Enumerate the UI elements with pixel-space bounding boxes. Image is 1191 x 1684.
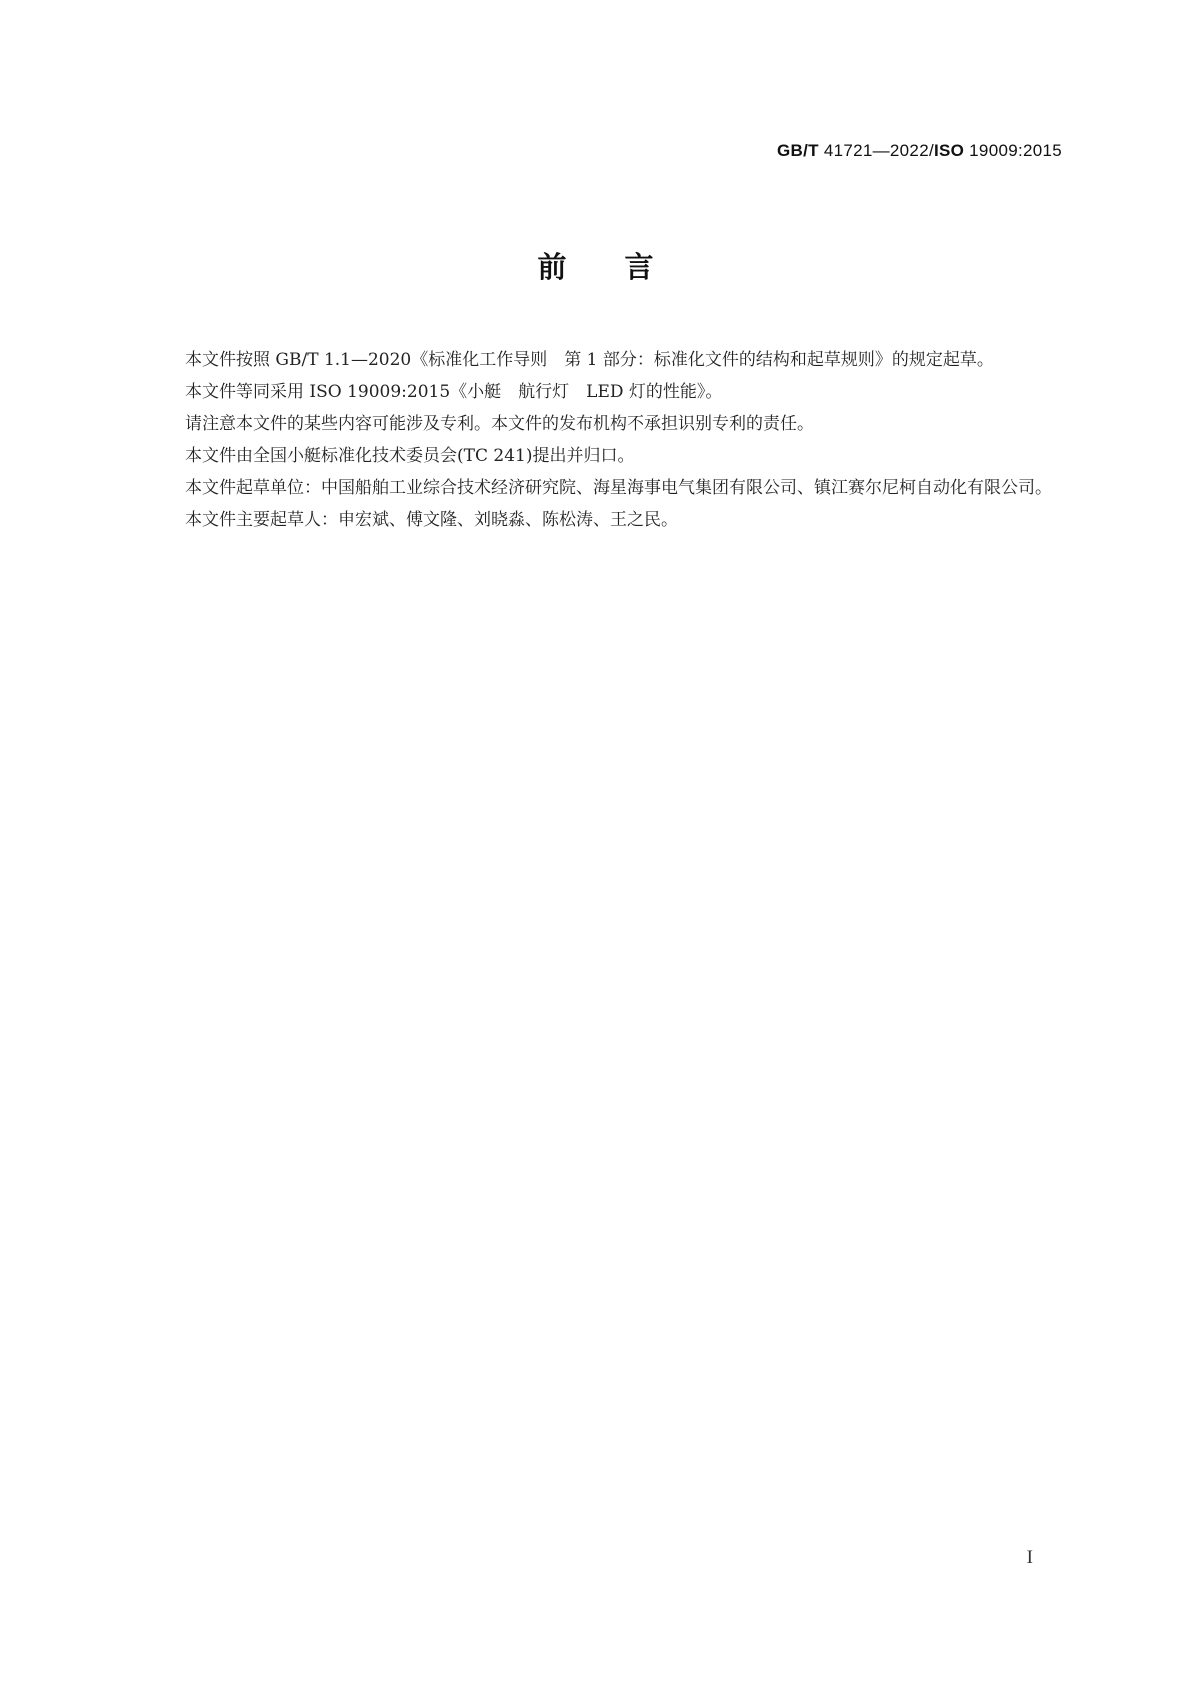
paragraph-patent-notice: 请注意本文件的某些内容可能涉及专利。本文件的发布机构不承担识别专利的责任。 [185, 414, 814, 434]
foreword-body [143, 344, 1063, 536]
paragraph-drafting-rules: 本文件按照 GB/T 1.1—2020《标准化工作导则 第 1 部分：标准化文件的结构和起草规则》的规定起草。 [185, 350, 994, 370]
paragraph-drafters: 本文件主要起草人：申宏斌、傅文隆、刘晓淼、陈松涛、王之民。 [185, 510, 678, 530]
standard-code-header [777, 141, 1062, 161]
paragraph-drafting-organizations: 本文件起草单位：中国船舶工业综合技术经济研究院、海星海事电气集团有限公司、镇江赛尔尼柯自动化有限公司。 [185, 478, 1052, 498]
page-number: I [1026, 1547, 1033, 1568]
adopted-standard-number: 19009:2015 [964, 141, 1062, 160]
adopted-standard-prefix: ISO [933, 141, 965, 160]
standard-code-prefix: GB/T [777, 141, 819, 160]
standard-code-number: 41721—2022/ [818, 141, 934, 160]
paragraph-committee: 本文件由全国小艇标准化技术委员会(TC 241)提出并归口。 [185, 446, 635, 466]
page-title: 前 言 [537, 250, 654, 284]
paragraph-adoption: 本文件等同采用 ISO 19009:2015《小艇 航行灯 LED 灯的性能》。 [185, 382, 723, 402]
